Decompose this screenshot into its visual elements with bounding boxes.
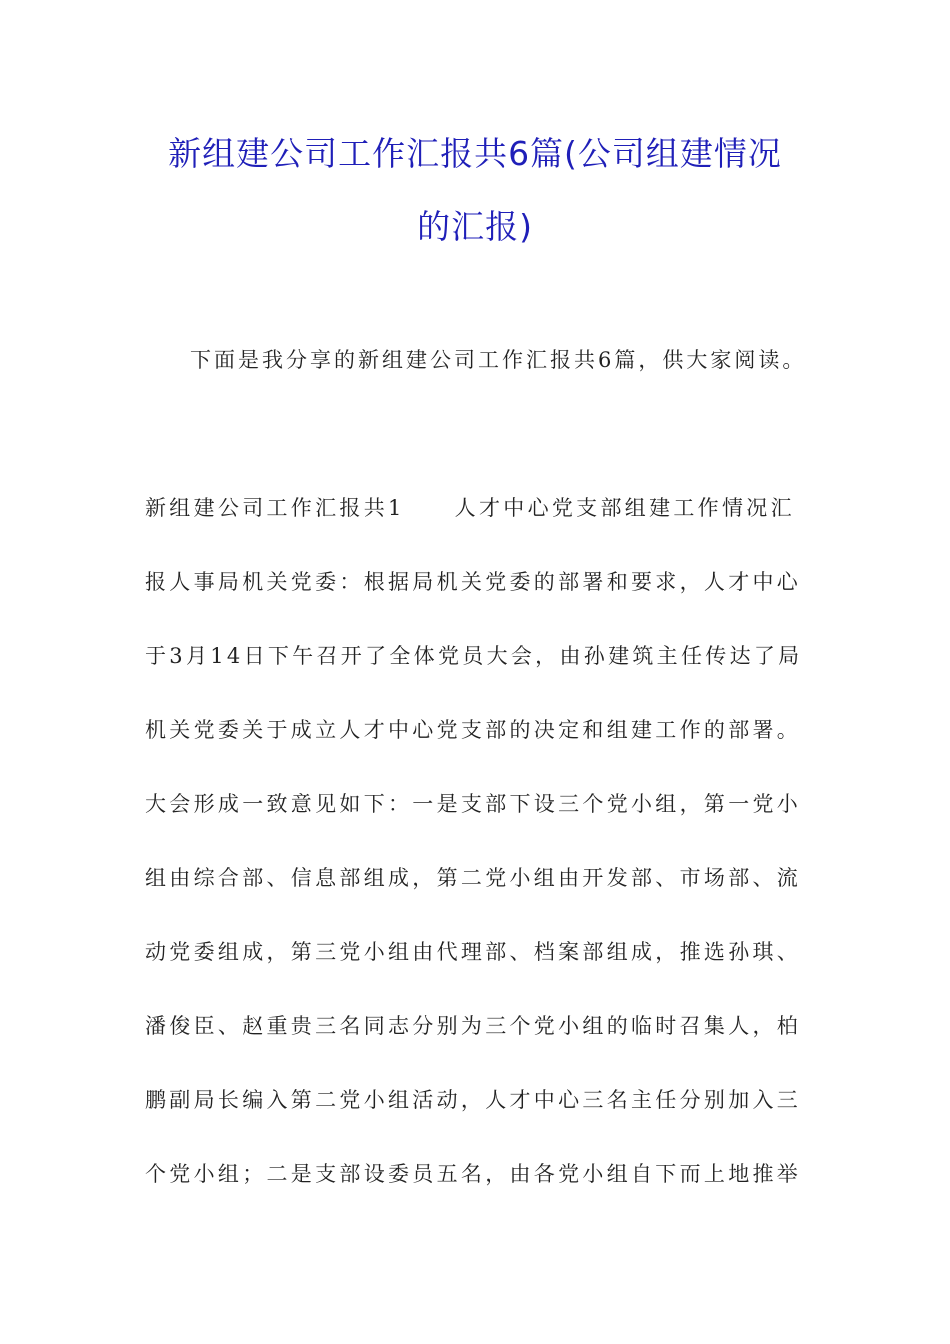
- body-line: 于3月14日下午召开了全体党员大会，由孙建筑主任传达了局: [145, 644, 803, 668]
- intro-paragraph: 下面是我分享的新组建公司工作汇报共6篇，供大家阅读。: [190, 348, 807, 372]
- body-line: 鹏副局长编入第二党小组活动，人才中心三名主任分别加入三: [145, 1088, 802, 1112]
- document-title-line-2: 的汇报): [417, 207, 533, 246]
- body-line-first-text: 人才中心党支部组建工作情况汇: [454, 496, 795, 520]
- body-line-first: [145, 492, 805, 566]
- body-line: 潘俊臣、赵重贵三名同志分别为三个党小组的临时召集人，柏: [145, 1014, 802, 1038]
- body-line: 动党委组成，第三党小组由代理部、档案部组成，推选孙琪、: [145, 940, 802, 964]
- body-line: 大会形成一致意见如下：一是支部下设三个党小组，第一党小: [145, 792, 802, 816]
- body-line: 机关党委关于成立人才中心党支部的决定和组建工作的部署。: [145, 718, 802, 742]
- body-line: 个党小组；二是支部设委员五名，由各党小组自下而上地推举: [145, 1162, 802, 1186]
- body-line: 报人事局机关党委：根据局机关党委的部署和要求，人才中心: [145, 570, 802, 594]
- body-line: 组由综合部、信息部组成，第二党小组由开发部、市场部、流: [145, 866, 802, 890]
- section-heading: 新组建公司工作汇报共1: [145, 496, 405, 520]
- document-title-line-1: 新组建公司工作汇报共6篇(公司组建情况: [168, 134, 782, 173]
- body-paragraph: [145, 492, 805, 1232]
